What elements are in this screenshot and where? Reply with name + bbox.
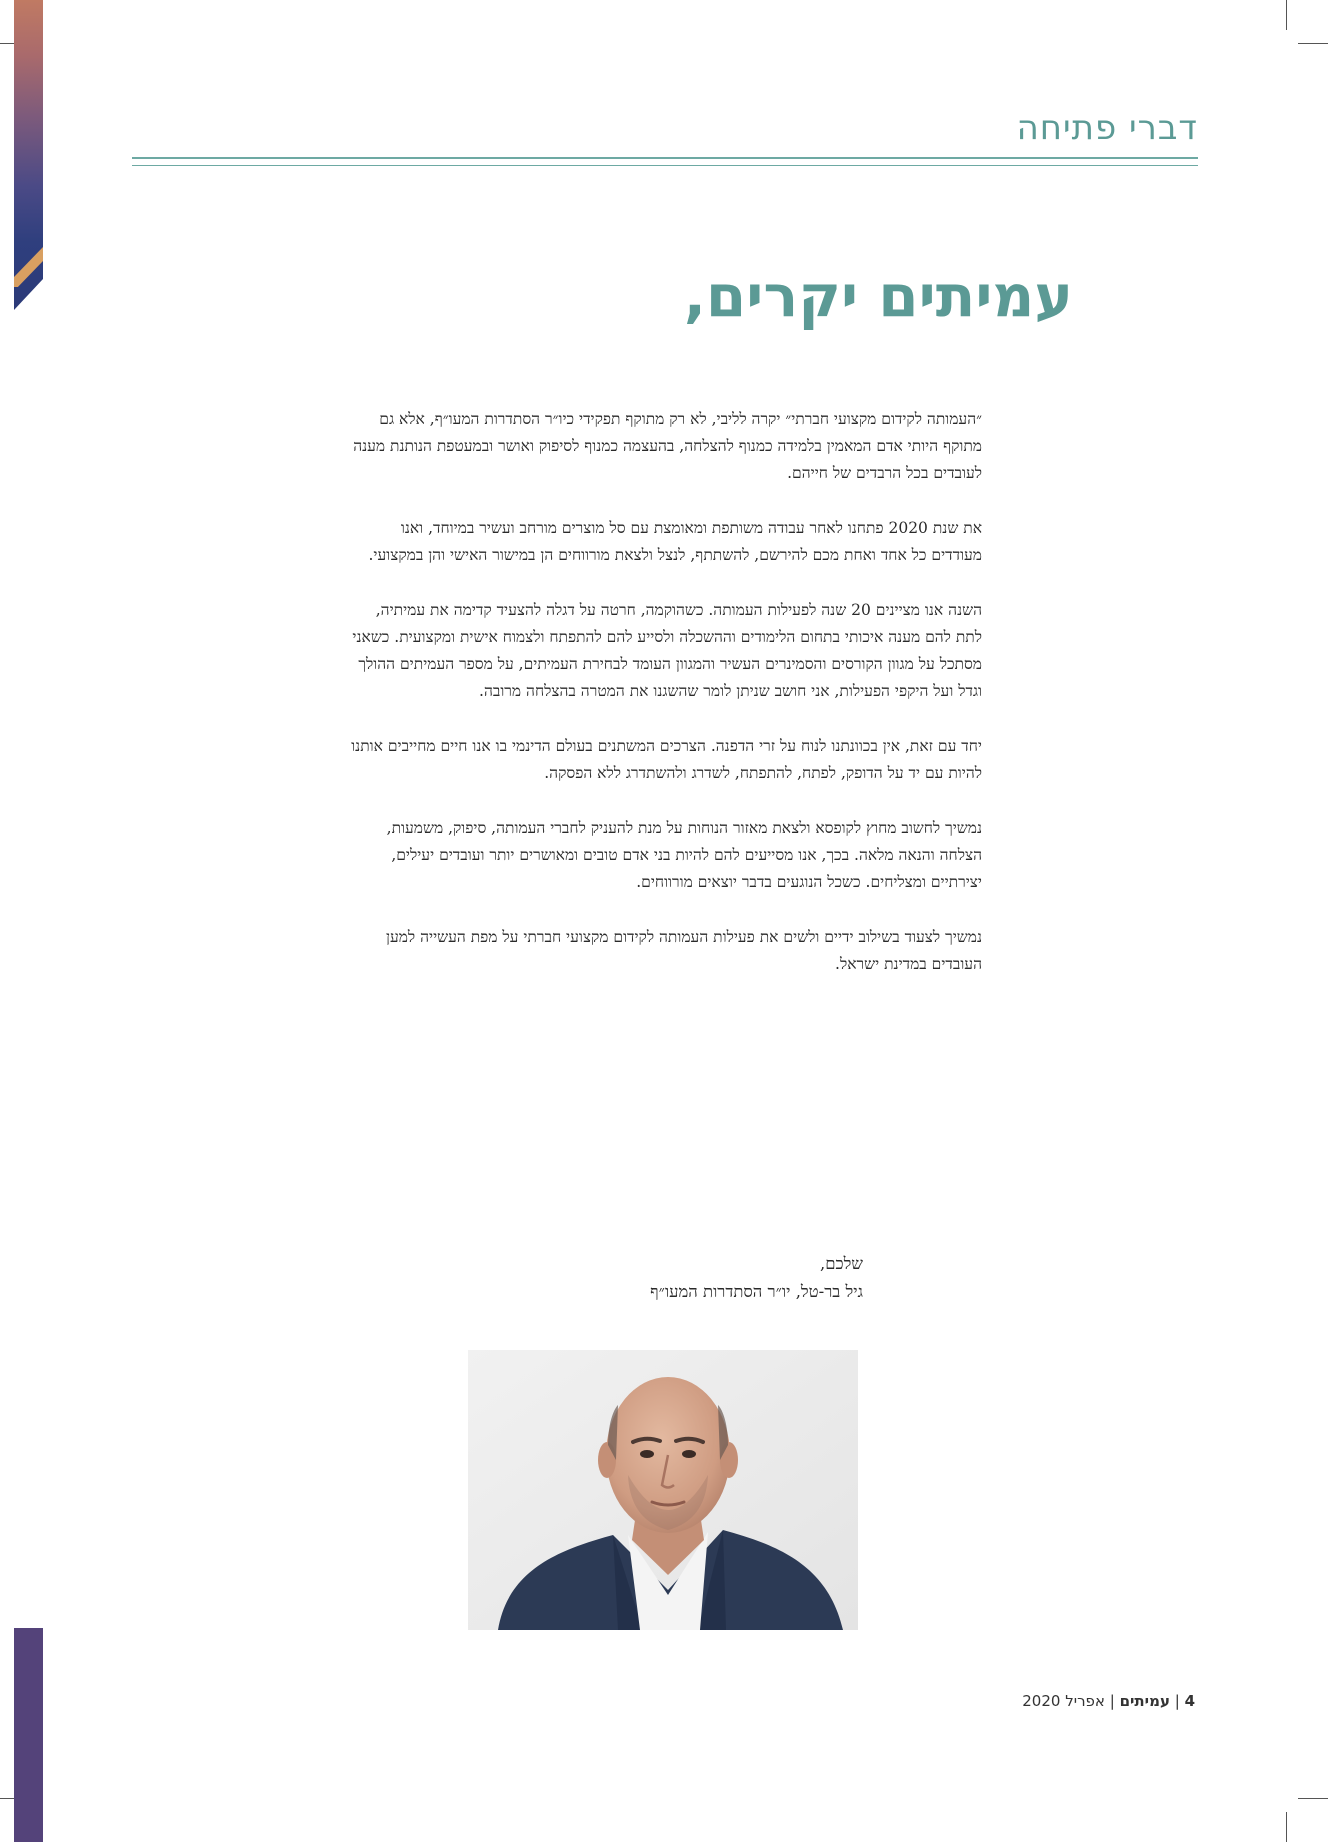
paragraph: את שנת 2020 פתחנו לאחר עבודה משותפת ומאומצת עם סל מוצרים מורחב ועשיר במיוחד, ואנו מעודדים כל אחד ואחת מכם להירשם, להשתתף, לנצל ולצאת מורווחים הן במישור האישי והן במקצועי. [368, 519, 982, 564]
paragraph: נמשיך לצעוד בשילוב ידיים ולשים את פעילות העמותה לקידום מקצועי חברתי על מפת העשייה למען העובדים במדינת ישראל. [386, 928, 982, 973]
crop-mark [1298, 1798, 1328, 1799]
signature-block [650, 1250, 863, 1306]
portrait-photo [468, 1350, 858, 1630]
paragraph: נמשיך לחשוב מחוץ לקופסא ולצאת מאזור הנוחות על מנת להעניק לחברי העמותה, סיפוק, משמעות, הצלחה והנאה מלאה. בכך, אנו מסייעים להם להיות בני אדם טובים ומאושרים יותר ועובדים יעילים, יצירתיים ומצליחים. כשכל הנוגעים בדבר יוצאים מורווחים. [386, 819, 982, 891]
issue-date: אפריל 2020 [1022, 1692, 1105, 1710]
page-headline: עמיתים יקרים, [683, 262, 1073, 330]
page-number: 4 [1184, 1692, 1195, 1710]
article-body [350, 406, 982, 1006]
page-footer [1022, 1692, 1195, 1710]
signature-closing: שלכם, [819, 1254, 863, 1273]
crop-mark [1286, 0, 1287, 30]
portrait-illustration [468, 1350, 858, 1630]
decorative-stripe-bottom [14, 1628, 43, 1842]
footer-separator: | [1109, 1692, 1115, 1710]
paragraph: השנה אנו מציינים 20 שנה לפעילות העמותה. כשהוקמה, חרטה על דגלה להצעיד קדימה את עמיתיה, לתת להם מענה איכותי בתחום הלימודים וההשכלה ולסייע להם להתפתח ולצמוח אישית ומקצועית. כשאני מסתכל על מגוון הקורסים והסמינרים העשיר והמגוון העומד לבחירת העמיתים, על מספר העמיתים ההולך וגדל ועל היקפי הפעילות, אני חושב שניתן לומר שהשגנו את המטרה בהצלחה מרובה. [352, 601, 982, 700]
paragraph: ״העמותה לקידום מקצועי חברתי״ יקרה לליבי, לא רק מתוקף תפקידי כיו״ר הסתדרות המעו״ף, אלא גם מתוקף היותי אדם המאמין בלמידה כמנוף להצלחה, בהעצמה כמנוף לסיפוק ואושר ובמעטפת הנותנת מענה לעובדים בכל הרבדים של חייהם. [353, 410, 982, 482]
crop-mark [1298, 43, 1328, 44]
signature-name-title: גיל בר-טל, יו״ר הסתדרות המעו״ף [650, 1282, 863, 1301]
crop-mark [1286, 1812, 1287, 1842]
header-rule [132, 157, 1198, 159]
footer-separator: | [1174, 1692, 1180, 1710]
header-rule [132, 165, 1198, 166]
magazine-name: עמיתים [1119, 1692, 1170, 1710]
paragraph: יחד עם זאת, אין בכוונתנו לנוח על זרי הדפנה. הצרכים המשתנים בעולם הדינמי בו אנו חיים מחייבים אותנו להיות עם יד על הדופק, לפתח, להתפתח, לשדרג ולהשתדרג ללא הפסקה. [351, 737, 982, 782]
section-title: דברי פתיחה [1016, 108, 1198, 148]
